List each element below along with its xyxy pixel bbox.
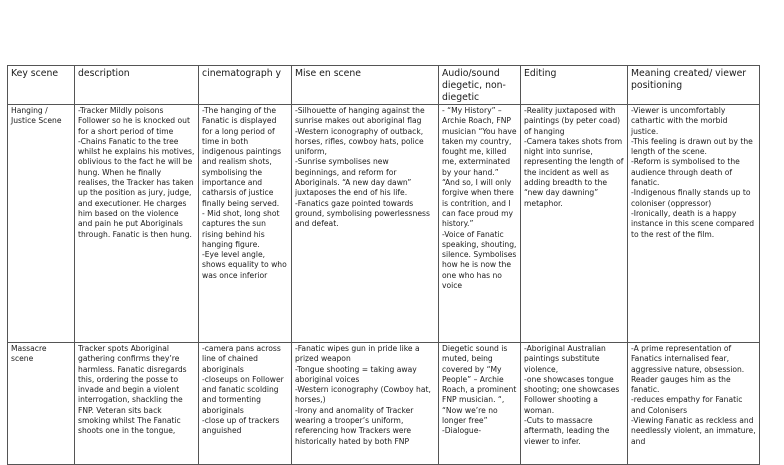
cell-key-scene <box>8 105 75 343</box>
cell-text: Diegetic sound is muted, being covered by “My People” – Archie Roach, a prominent FNP musician. “, “Now we’re no longer free” <box>442 344 517 426</box>
cell-text: -camera pans across line of chained aboriginals <box>202 344 281 374</box>
cell-mise-en-scene <box>292 105 439 343</box>
cell-text: -close up of trackers anguished <box>202 416 280 436</box>
cell-text: -Viewing Fanatic as reckless and needlessly violent, an immature, and <box>631 416 756 446</box>
cell-editing <box>521 343 628 465</box>
cell-text: -Western iconography of outback, horses, rifles, cowboy hats, police uniform, <box>295 126 424 157</box>
cell-text: -Fanatics gaze pointed towards ground, symbolising powerlessness and defeat. <box>295 198 430 229</box>
header-key-scene: Key scene <box>8 66 75 105</box>
cell-text: - “My History” – Archie Roach, FNP musician “You have taken my country, fought me, killed me, exterminated by your hand.” “And so, I will only forgive when there is contrition, and I can face proud my history.” <box>442 106 517 229</box>
cell-description <box>75 105 199 343</box>
cell-text: -Indigenous finally stands up to coloniser (oppressor) <box>631 188 751 208</box>
cell-text: -Fanatic wipes gun in pride like a prized weapon <box>295 344 420 364</box>
cell-text: -Silhouette of hanging against the sunrise makes out aboriginal flag <box>295 106 425 126</box>
cell-text: Hanging / Justice Scene <box>11 106 62 126</box>
header-row <box>8 66 760 105</box>
header-description: description <box>75 66 199 105</box>
cell-text: -Reform is symbolised to the audience through death of fanatic. <box>631 157 740 188</box>
cell-text: -Eye level angle, shows equality to who was once inferior <box>202 250 287 280</box>
cell-text: -This feeling is drawn out by the length of the scene. <box>631 136 753 157</box>
cell-text: -Viewer is uncomfortably cathartic with the morbid justice. <box>631 106 728 136</box>
cell-text: -Tongue shooting = taking away aboriginal voices <box>295 364 417 384</box>
table-row <box>8 343 760 465</box>
header-editing: Editing <box>521 66 628 105</box>
cell-audio-sound <box>439 105 521 343</box>
cell-key-scene <box>8 343 75 465</box>
cell-text: -closeups on Follower and fanatic scolding and tormenting aboriginals <box>202 374 284 415</box>
cell-text: -Aboriginal Australian paintings substitute violence, <box>524 344 606 374</box>
cell-cinematography <box>199 105 292 343</box>
header-cinematography: cinematograph y <box>199 66 292 105</box>
cell-text: Massacre scene <box>11 344 47 364</box>
cell-text: -Voice of Fanatic speaking, shouting, silence. Symbolises how he is now the one who has no voice <box>442 229 517 291</box>
cell-mise-en-scene <box>292 343 439 465</box>
cell-text: -Reality juxtaposed with paintings (by peter coad) of hanging <box>524 106 621 136</box>
cell-text: -Irony and anomality of Tracker wearing a trooper’s uniform, referencing how Trackers were historically hated by both FNP <box>295 405 414 446</box>
cell-audio-sound <box>439 343 521 465</box>
cell-text: -reduces empathy for Fanatic and Colonisers <box>631 395 743 415</box>
header-mise-en-scene: Mise en scene <box>292 66 439 105</box>
table-row <box>8 105 760 343</box>
cell-meaning <box>628 343 760 465</box>
cell-text: -Dialogue- <box>442 426 482 436</box>
cell-text: -Cuts to massacre aftermath, leading the viewer to infer. <box>524 416 610 446</box>
header-audio-sound: Audio/sound diegetic, non-diegetic <box>439 66 521 105</box>
cell-cinematography <box>199 343 292 465</box>
cell-text: -one showcases tongue shooting; one showcases Follower shooting a woman. <box>524 374 620 415</box>
cell-editing <box>521 105 628 343</box>
cell-text: -Tracker Mildly poisons Follower so he is knocked out for a short period of time <box>78 106 190 136</box>
scene-analysis-table <box>7 65 760 465</box>
table-body <box>8 66 760 465</box>
cell-text: -A prime representation of Fanatics internalised fear, aggressive nature, obsession. Reader gauges him as the fanatic. <box>631 344 745 395</box>
cell-text: -Ironically, death is a happy instance in this scene compared to the rest of the film. <box>631 208 755 239</box>
cell-text: - Mid shot, long shot captures the sun rising behind his hanging figure. <box>202 208 280 249</box>
cell-text: -Western iconography (Cowboy hat, horses,) <box>295 385 431 405</box>
cell-text: -Camera takes shots from night into sunrise, representing the length of the incident as well as adding breadth to the “new day dawning” metaphor. <box>524 136 624 208</box>
cell-text: -Chains Fanatic to the tree whilst he explains his motives, oblivious to the fact he will be hung. When he finally realises, the Tracker has taken up the position as jury, judge, and executioner. He charges him based on the violence and pain he put Aboriginals through. Fanatic is then hung. <box>78 136 195 239</box>
cell-description <box>75 343 199 465</box>
cell-text: -The hanging of the Fanatic is displayed for a long period of time in both indigenous paintings and realism shots, symbolising the importance and catharsis of justice finally being served. <box>202 106 282 208</box>
header-meaning: Meaning created/ viewer positioning <box>628 66 760 105</box>
cell-meaning <box>628 105 760 343</box>
cell-text: -Sunrise symbolises new beginnings, and reform for Aboriginals. “A new day dawn” juxtaposes the end of his life. <box>295 157 412 198</box>
cell-text: Tracker spots Aboriginal gathering confirms they’re harmless. Fanatic disregards this, ordering the posse to invade and begin a violent interrogation, shackling the FNP. Veteran sits back smoking whilst The Fanatic shoots one in the tongue, <box>78 344 187 436</box>
